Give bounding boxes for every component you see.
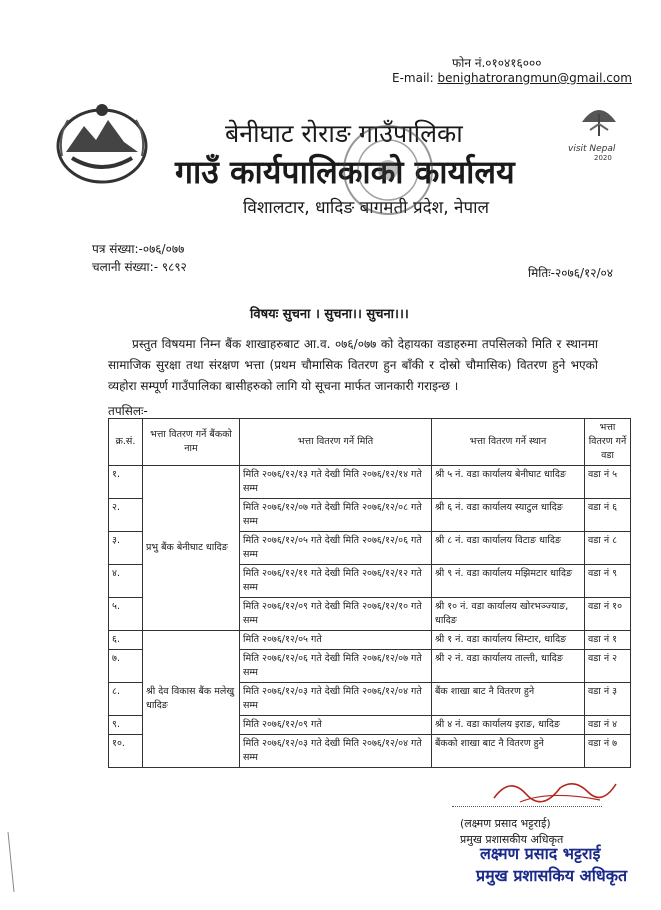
- cell-place: बैंकको शाखा बाट नै वितरण हुने: [432, 735, 585, 768]
- header-place: भत्ता वितरण गर्ने स्थान: [432, 419, 585, 466]
- cell-sn: ६.: [109, 631, 143, 650]
- cell-place: श्री १० नं. वडा कार्यालय खोरभञ्ज्याङ, धादिङ: [432, 598, 585, 631]
- signature-scribble: [490, 770, 620, 810]
- signature-line: [452, 806, 602, 807]
- margin-mark: [6, 832, 16, 892]
- email-label: E-mail:: [392, 71, 434, 85]
- seal-title: प्रमुख प्रशासकिय अधिकृत: [476, 866, 628, 885]
- cell-date: मिति २०७६/१२/०३ गते देखी मिति २०७६/१२/०४ गते सम्म: [240, 735, 432, 768]
- cell-sn: १०.: [109, 735, 143, 768]
- cell-date: मिति २०७६/१२/०५ गते देखी मिति २०७६/१२/०६ गते सम्म: [240, 532, 432, 565]
- letter-number: पत्र संख्या:-०७६/०७७: [92, 242, 185, 256]
- dispatch-number: चलानी संख्या:- ९८९२: [92, 260, 187, 274]
- org-name: बेनीघाट रोराङ गाउँपालिका: [225, 119, 463, 148]
- cell-ward: वडा नं १: [585, 631, 631, 650]
- visit-nepal-year: 2020: [594, 154, 612, 162]
- email-line: [392, 71, 632, 85]
- cell-sn: १.: [109, 466, 143, 499]
- cell-date: मिति २०७६/१२/१३ गते देखी मिति २०७६/१२/१४ गते सम्म: [240, 466, 432, 499]
- cell-date: मिति २०७६/१२/०७ गते देखी मिति २०७६/१२/०८ गते सम्म: [240, 499, 432, 532]
- cell-ward: वडा नं १०: [585, 598, 631, 631]
- cell-date: मिति २०७६/१२/११ गते देखी मिति २०७६/१२/१२ गते सम्म: [240, 565, 432, 598]
- cell-ward: वडा नं ७: [585, 735, 631, 768]
- visit-nepal-text: visit Nepal: [568, 144, 616, 154]
- office-address: विशालटार, धादिङ बागमती प्रदेश, नेपाल: [243, 198, 490, 218]
- cell-ward: वडा नं २: [585, 650, 631, 683]
- cell-sn: ४.: [109, 565, 143, 598]
- cell-ward: वडा नं ६: [585, 499, 631, 532]
- cell-sn: ९.: [109, 716, 143, 735]
- cell-ward: वडा नं ४: [585, 716, 631, 735]
- cell-ward: वडा नं ९: [585, 565, 631, 598]
- cell-date: मिति २०७६/१२/०९ गते: [240, 716, 432, 735]
- header-ward: भत्ता वितरण गर्ने वडा: [585, 419, 631, 466]
- nepal-emblem-icon: [52, 96, 152, 186]
- header-sn: क्र.सं.: [109, 419, 143, 466]
- phone-number: फोन नं.०१०४१६०००: [452, 56, 542, 70]
- cell-date: मिति २०७६/१२/०९ गते देखी मिति २०७६/१२/१० गते सम्म: [240, 598, 432, 631]
- details-label: तपसिलः-: [108, 404, 148, 418]
- notice-body: प्रस्तुत विषयमा निम्न बैंक शाखाहरुबाट आ.व. ०७६/०७७ को देहायका वडाहरुमा तपसिलको मिति र स्थानमा सामाजिक सुरक्षा तथा संरक्षण भत्ता (प्रथम चौमासिक वितरण हुन बाँकी र दोस्रो चौमासिक) वितरण हुने भएको व्यहोरा सम्पूर्ण गाउँपालिका बासीहरुको लागि यो सूचना मार्फत जानकारी गराइन्छ ।: [108, 337, 598, 393]
- cell-date: मिति २०७६/१२/०३ गते देखी मिति २०७६/१२/०४ गते सम्म: [240, 683, 432, 716]
- cell-place: श्री २ नं. वडा कार्यालय ताल्ती, धादिङ: [432, 650, 585, 683]
- cell-sn: २.: [109, 499, 143, 532]
- table-row: [109, 466, 631, 499]
- cell-ward: वडा नं ५: [585, 466, 631, 499]
- cell-place: श्री ९ नं. वडा कार्यालय मझिमटार धादिङ: [432, 565, 585, 598]
- cell-place: श्री ८ नं. वडा कार्यालय विटाङ धादिङ: [432, 532, 585, 565]
- office-name: गाउँ कार्यपालिकाको कार्यालय: [175, 153, 515, 191]
- office-stamp-icon: [338, 120, 438, 220]
- cell-place: श्री ५ नं. वडा कार्यालय बेनीघाट धादिङ: [432, 466, 585, 499]
- signatory-name: (लक्ष्मण प्रसाद भट्टराई): [460, 817, 551, 830]
- visit-nepal-icon: [568, 100, 630, 140]
- cell-date: मिति २०७६/१२/०५ गते: [240, 631, 432, 650]
- cell-sn: ५.: [109, 598, 143, 631]
- cell-place: श्री १ नं. वडा कार्यालय सिम्टार, धादिङ: [432, 631, 585, 650]
- cell-sn: ८.: [109, 683, 143, 716]
- cell-date: मिति २०७६/१२/०६ गते देखी मिति २०७६/१२/०७ गते सम्म: [240, 650, 432, 683]
- distribution-table: [108, 418, 631, 768]
- cell-ward: वडा नं ३: [585, 683, 631, 716]
- seal-name: लक्ष्मण प्रसाद भट्टराई: [480, 844, 601, 863]
- table-row: [109, 631, 631, 650]
- visit-nepal-logo: [568, 100, 630, 162]
- subject-line: विषयः सुचना । सुचना।। सुचना।।।: [250, 307, 409, 322]
- header-date: भत्ता वितरण गर्ने मिति: [240, 419, 432, 466]
- cell-place: श्री ६ नं. वडा कार्यालय स्याटुल धादिङ: [432, 499, 585, 532]
- table-header-row: [109, 419, 631, 466]
- document-date: मितिः-२०७६/१२/०४: [528, 266, 613, 280]
- cell-place: श्री ४ नं. वडा कार्यालय इराङ, धादिङ: [432, 716, 585, 735]
- cell-place: बैंक शाखा बाट नै वितरण हुने: [432, 683, 585, 716]
- email-link[interactable]: benighatrorangmun@gmail.com: [437, 71, 632, 85]
- cell-sn: ३.: [109, 532, 143, 565]
- cell-bank: प्रभु बैंक बेनीघाट धादिङ: [143, 466, 240, 631]
- cell-bank: श्री देव विकास बैंक मलेखु धादिङ: [143, 631, 240, 768]
- header-bank: भत्ता वितरण गर्ने बैंकको नाम: [143, 419, 240, 466]
- cell-ward: वडा नं ८: [585, 532, 631, 565]
- signatory-title: प्रमुख प्रशासकीय अधिकृत: [460, 833, 564, 846]
- cell-sn: ७.: [109, 650, 143, 683]
